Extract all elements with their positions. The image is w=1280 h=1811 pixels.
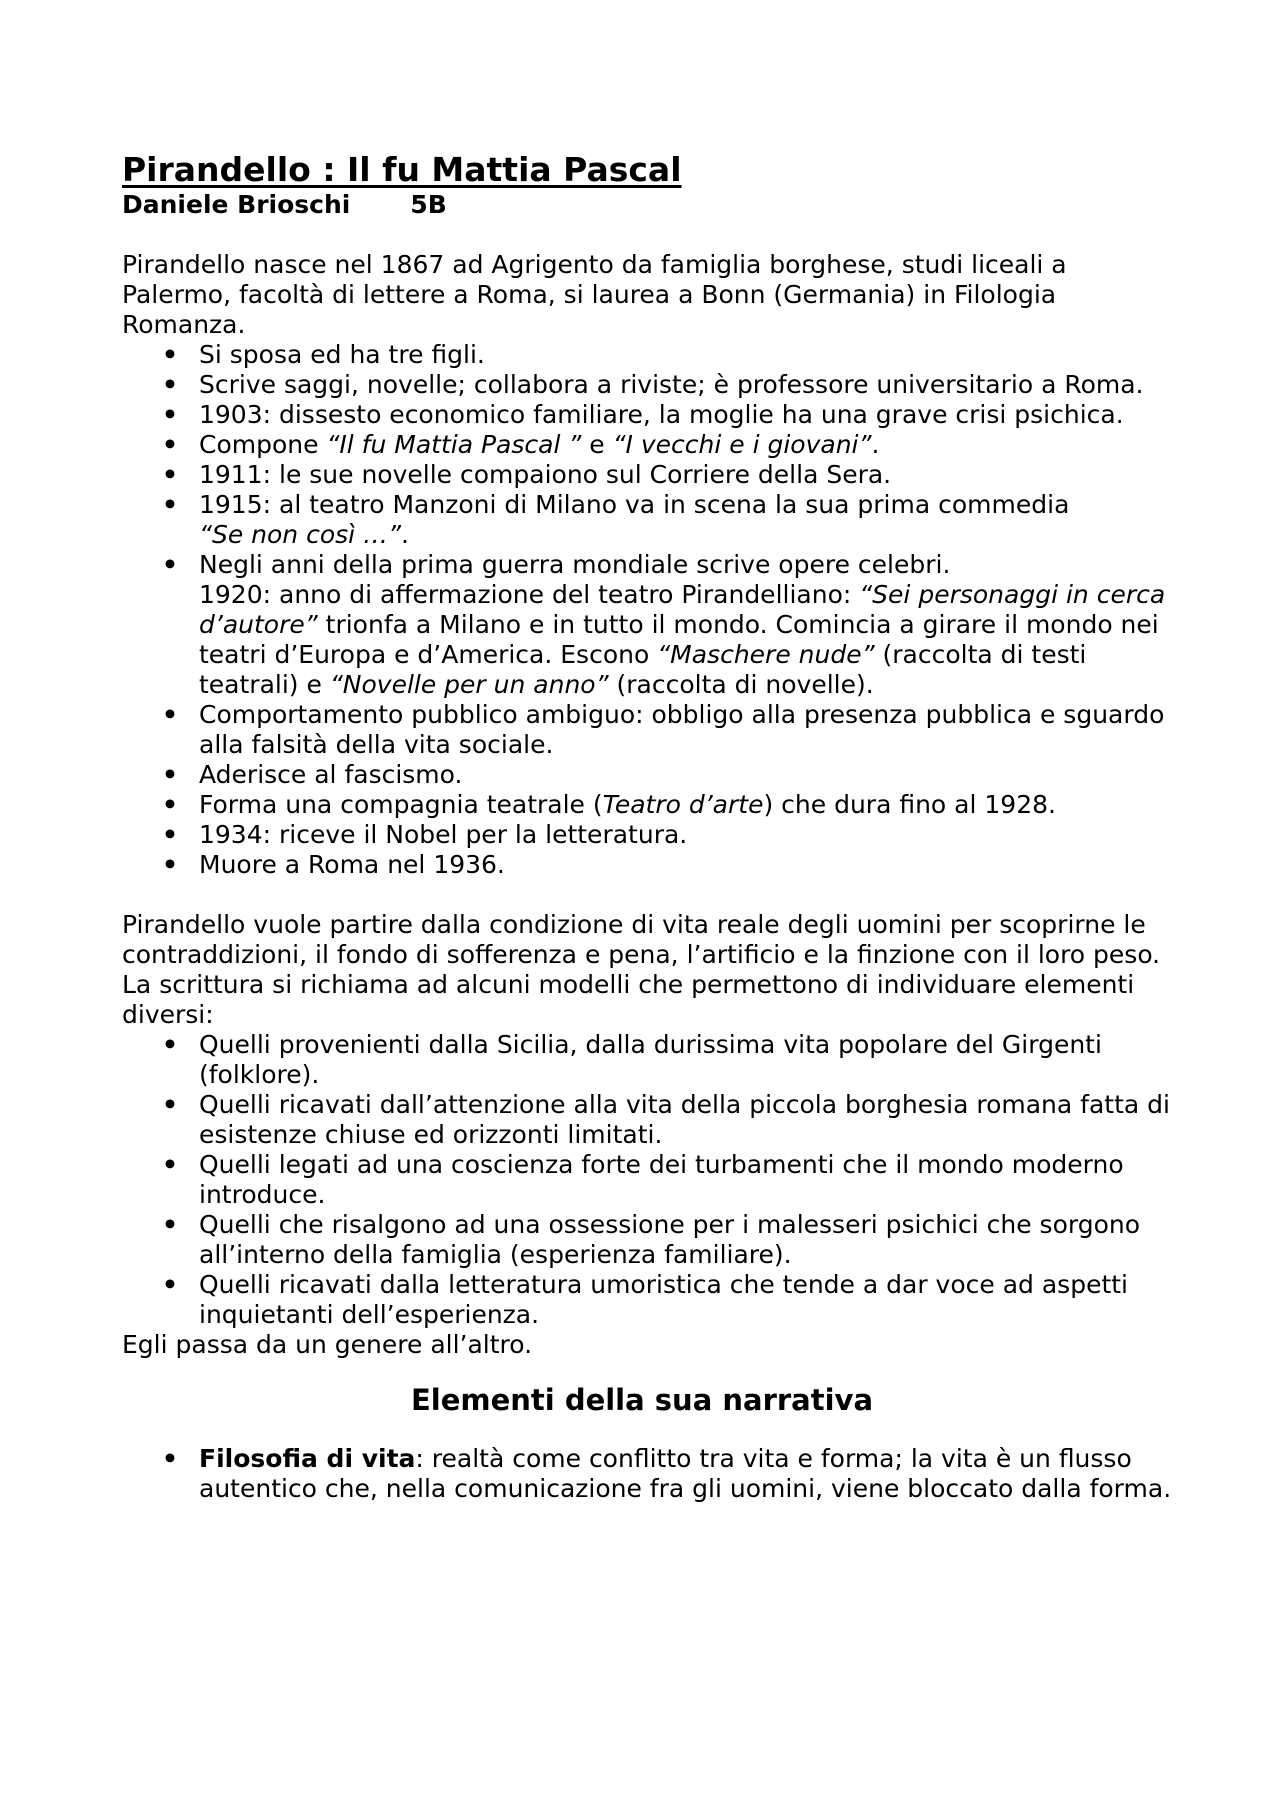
list-item: • Quelli provenienti dalla Sicilia, dalla durissima vita popolare del Girgenti (folklore). (122, 1030, 1182, 1090)
list-item-text: Compone (199, 430, 327, 459)
list-item: • Quelli legati ad una coscienza forte dei turbamenti che il mondo moderno introduce. (122, 1150, 1182, 1210)
section-heading: Elementi della sua narrativa (410, 1383, 874, 1417)
list-item-text: : realtà come conflitto tra vita e forma; la vita è un flusso autentico che, nella comunicazione fra gli uomini, viene bloccato dalla forma. (199, 1444, 1172, 1503)
body-paragraph: Pirandello vuole partire dalla condizione di vita reale degli uomini per scoprirne le contraddizioni, il fondo di sofferenza e pena, l’artificio e la finzione con il loro peso. (122, 910, 1161, 969)
list-item (122, 430, 1182, 460)
body-paragraph: La scrittura si richiama ad alcuni modelli che permettono di individuare elementi diversi: (122, 970, 1135, 1029)
list-item: • Comportamento pubblico ambiguo: obbligo alla presenza pubblica e sguardo alla falsità della vita sociale. (122, 700, 1182, 760)
list-item (122, 490, 1182, 550)
list-item-text: (raccolta di novelle). (608, 670, 874, 699)
list-item: • Quelli ricavati dalla letteratura umoristica che tende a dar voce ad aspetti inquietanti dell’esperienza. (122, 1270, 1182, 1330)
list-item: • 1903: dissesto economico familiare, la moglie ha una grave crisi psichica. (122, 400, 1182, 430)
intro-paragraph: Pirandello nasce nel 1867 ad Agrigento da famiglia borghese, studi liceali a Palermo, facoltà di lettere a Roma, si laurea a Bonn (Germania) in Filologia Romanza. (122, 250, 1067, 339)
work-title: “Se non così …” (199, 520, 401, 549)
list-item-text: Negli anni della prima guerra mondiale scrive opere celebri. (199, 550, 951, 579)
list-item-text: e (581, 430, 613, 459)
list-item: • Quelli che risalgono ad una ossessione per i malesseri psichici che sorgono all’interno della famiglia (esperienza familiare). (122, 1210, 1182, 1270)
list-item: • Muore a Roma nel 1936. (122, 850, 1182, 880)
author-line (122, 190, 1182, 220)
list-item-text: . (871, 430, 880, 459)
biography-list (122, 340, 1182, 880)
list-item-text: ) che dura fino al 1928. (763, 790, 1056, 819)
models-list (122, 1030, 1182, 1330)
body-paragraph: Egli passa da un genere all’altro. (122, 1330, 533, 1359)
list-item (122, 550, 1182, 700)
list-item: • 1934: riceve il Nobel per la letteratura. (122, 820, 1182, 850)
list-item-text: . (401, 520, 409, 549)
spacer (122, 1360, 1182, 1382)
work-title: “Novelle per un anno” (329, 670, 609, 699)
list-item (122, 790, 1182, 820)
list-item: • Scrive saggi, novelle; collabora a riviste; è professore universitario a Roma. (122, 370, 1182, 400)
work-title: Teatro d’arte (602, 790, 764, 819)
list-item-text: Forma una compagnia teatrale ( (199, 790, 603, 819)
class-label: 5B (410, 190, 447, 219)
narrative-elements-list (122, 1444, 1182, 1504)
document-title: Pirandello : Il fu Mattia Pascal (122, 150, 682, 189)
list-item: • Si sposa ed ha tre figli. (122, 340, 1182, 370)
list-item: • Quelli ricavati dall’attenzione alla vita della piccola borghesia romana fatta di esistenze chiuse ed orizzonti limitati. (122, 1090, 1182, 1150)
list-item-text: 1920: anno di affermazione del teatro Pirandelliano: (199, 580, 860, 609)
author-name: Daniele Brioschi (122, 190, 351, 219)
work-title: “Il fu Mattia Pascal ” (326, 430, 582, 459)
work-title: “Sei personaggi in cerca d’autore” (199, 580, 1166, 639)
list-item (122, 1444, 1182, 1504)
work-title: “I vecchi e i giovani” (612, 430, 872, 459)
list-item: • 1911: le sue novelle compaiono sul Corriere della Sera. (122, 460, 1182, 490)
work-title: “Maschere nude” (657, 640, 875, 669)
list-item-text: trionfa a Milano e in tutto il mondo. Comincia a girare il mondo nei teatri d’Europa e d’America. Escono (199, 610, 1159, 669)
list-item-text: (raccolta di testi teatrali) e (199, 640, 1087, 699)
term-label: Filosofia di vita (199, 1444, 416, 1473)
list-item-text: 1915: al teatro Manzoni di Milano va in scena la sua prima commedia (199, 490, 1070, 519)
document-page (122, 150, 1182, 1504)
list-item: • Aderisce al fascismo. (122, 760, 1182, 790)
spacer (122, 880, 1182, 910)
